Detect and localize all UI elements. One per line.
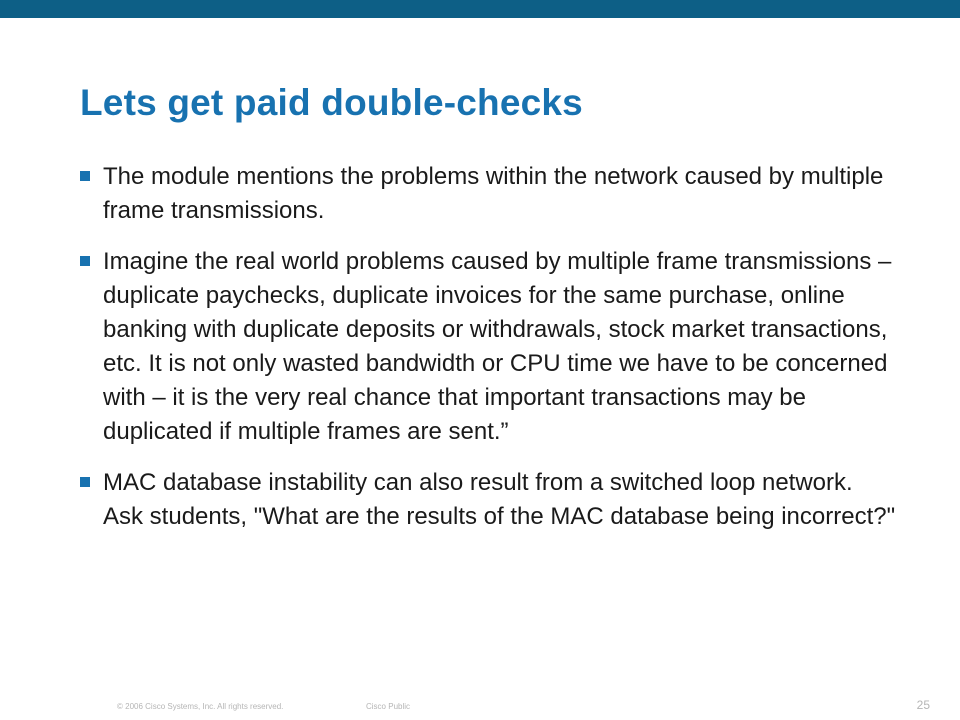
footer-copyright: © 2006 Cisco Systems, Inc. All rights reserved. (117, 702, 284, 711)
bullet-item (78, 160, 898, 228)
slide-title: Lets get paid double-checks (80, 82, 583, 123)
bullet-item (78, 245, 898, 449)
bullet-item (78, 466, 898, 534)
square-bullet-icon (80, 171, 90, 181)
bullet-text: MAC database instability can also result from a switched loop network. Ask students, "What are the results of the MAC database being incorrect?" (103, 469, 896, 530)
bullet-text: The module mentions the problems within the network caused by multiple frame transmissions. (103, 163, 884, 224)
bullet-list (78, 160, 898, 551)
footer-classification: Cisco Public (366, 702, 411, 711)
square-bullet-icon (80, 477, 90, 487)
square-bullet-icon (80, 256, 90, 266)
top-banner (0, 0, 960, 18)
bullet-text: Imagine the real world problems caused by multiple frame transmissions – duplicate paychecks, duplicate invoices for the same purchase, online banking with duplicate deposits or withdrawals, stock market transactions, etc. It is not only wasted bandwidth or CPU time we have to be concerned with – it is the very real chance that important transactions may be duplicated if multiple frames are sent.” (103, 248, 892, 445)
page-number: 25 (916, 698, 930, 712)
